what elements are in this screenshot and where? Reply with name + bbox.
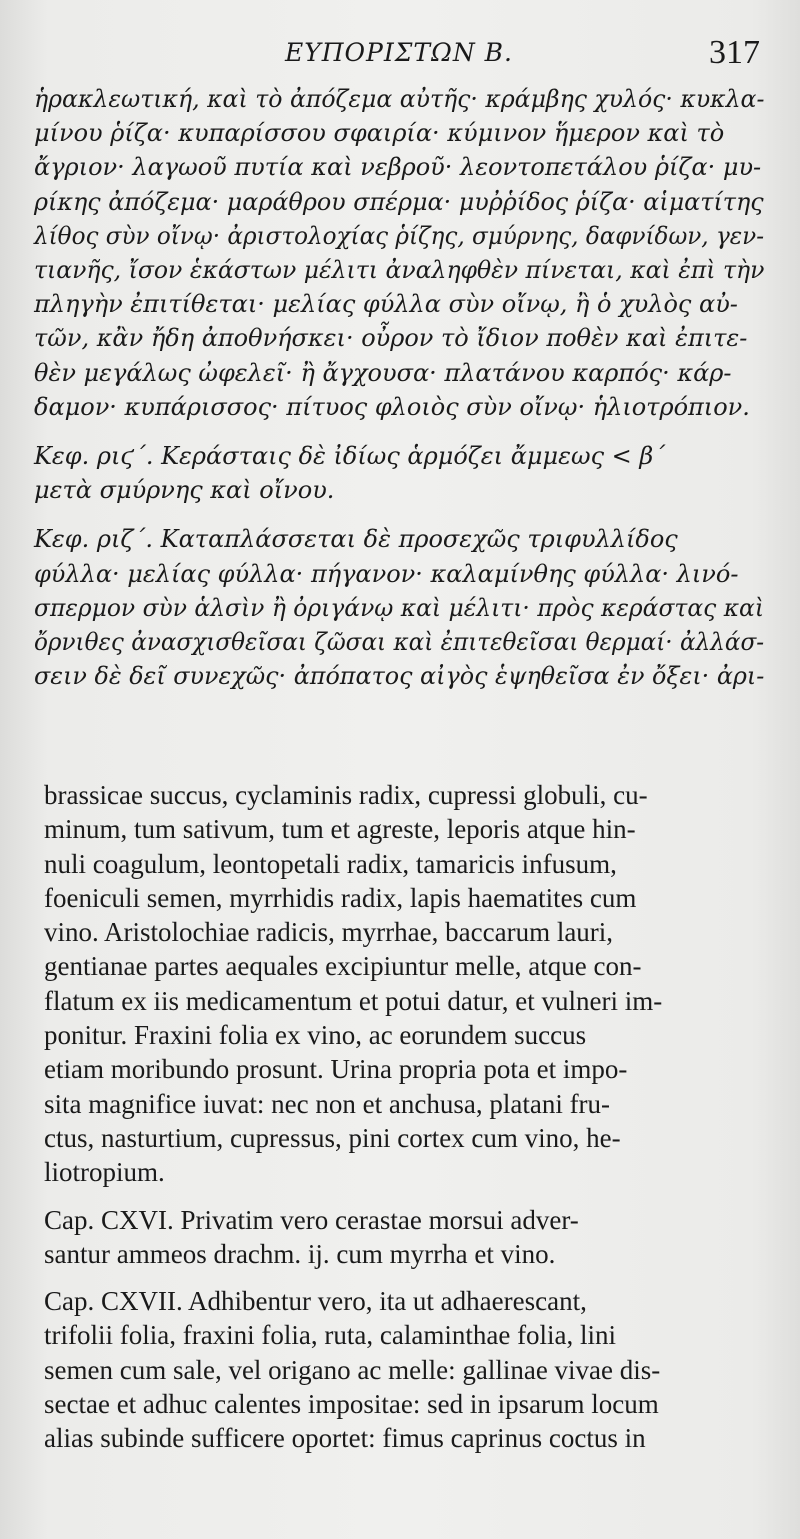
- greek-chapter-116-heading: Κεφ. ριϛ΄. Κεράσταις δὲ ἰδίως ἁρμόζει ἄμμεως < β΄: [34, 442, 666, 471]
- page-header: [0, 30, 800, 80]
- latin-text-block: [44, 778, 764, 1456]
- paragraph-gap: [34, 424, 764, 439]
- greek-line: σπερμον σὺν ἁλσὶν ἢ ὀριγάνῳ καὶ μέλιτι· πρὸς κεράστας καὶ: [34, 593, 765, 622]
- paragraph-gap: [34, 507, 764, 522]
- greek-line: τῶν, κἂν ἤδη ἀποθνήσκει· οὖρον τὸ ἴδιον ποθὲν καὶ ἐπιτε-: [34, 324, 748, 353]
- page-number: 317: [709, 34, 760, 71]
- latin-line: semen cum sale, vel origano ac melle: gallinae vivae dis-: [44, 1354, 661, 1385]
- latin-line: gentianae partes aequales excipiuntur melle, atque con-: [44, 951, 642, 982]
- latin-line: ctus, nasturtium, cupressus, pini cortex cum vino, he-: [44, 1122, 621, 1153]
- latin-line: trifolii folia, fraxini folia, ruta, calaminthae folia, lini: [44, 1320, 617, 1351]
- latin-line: etiam moribundo prosunt. Urina propria pota et impo-: [44, 1054, 628, 1085]
- greek-line: μίνου ῥίζα· κυπαρίσσου σφαιρία· κύμινον ἥμερον καὶ τὸ: [34, 119, 725, 148]
- greek-line: θὲν μεγάλως ὠφελεῖ· ἢ ἄγχουσα· πλατάνου καρπός· κάρ-: [34, 358, 732, 387]
- latin-line: foeniculi semen, myrrhidis radix, lapis haematites cum: [44, 882, 637, 913]
- latin-line: flatum ex iis medicamentum et potui datur, et vulneri im-: [44, 985, 663, 1016]
- greek-line: μετὰ σμύρνης καὶ οἴνου.: [34, 476, 335, 505]
- latin-line: vino. Aristolochiae radicis, myrrhae, baccarum lauri,: [44, 917, 614, 948]
- latin-line: nuli coagulum, leontopetali radix, tamaricis infusum,: [44, 848, 617, 879]
- latin-line: ponitur. Fraxini folia ex vino, ac eorundem succus: [44, 1020, 587, 1051]
- greek-line: φύλλα· μελίας φύλλα· πήγανον· καλαμίνθης φύλλα· λινό-: [34, 559, 739, 588]
- latin-line: alias subinde sufficere oportet: fimus caprinus coctus in: [44, 1423, 646, 1454]
- greek-chapter-117-heading: Κεφ. ριζ΄. Καταπλάσσεται δὲ προσεχῶς τριφυλλίδος: [34, 525, 678, 554]
- paragraph-gap: [44, 1190, 764, 1203]
- greek-text-block: [34, 82, 764, 693]
- greek-line: ὄρνιθες ἀνασχισθεῖσαι ζῶσαι καὶ ἐπιτεθεῖσαι θερμαί· ἀλλάσ-: [34, 628, 765, 657]
- running-title: ΕΥΠΟΡΙΣΤΩΝ Β.: [285, 38, 513, 67]
- greek-line: πληγὴν ἐπιτίθεται· μελίας φύλλα σὺν οἴνῳ, ἢ ὁ χυλὸς αὐ-: [34, 290, 738, 319]
- greek-line: ρίκης ἀπόζεμα· μαράθρου σπέρμα· μυῤῥίδος ῥίζα· αἱματίτης: [34, 187, 764, 216]
- paragraph-gap: [44, 1271, 764, 1284]
- latin-chapter-117-heading: Cap. CXVII. Adhibentur vero, ita ut adhaerescant,: [44, 1286, 587, 1317]
- greek-line: ἄγριον· λαγωοῦ πυτία καὶ νεβροῦ· λεοντοπετάλου ῥίζα· μυ-: [34, 153, 762, 182]
- latin-line: minum, tum sativum, tum et agreste, leporis atque hin-: [44, 814, 636, 845]
- latin-line: brassicae succus, cyclaminis radix, cupressi globuli, cu-: [44, 780, 648, 810]
- greek-line: λίθος σὺν οἴνῳ· ἀριστολοχίας ῥίζης, σμύρνης, δαφνίδων, γεν-: [34, 221, 764, 250]
- greek-line: ἡρακλεωτική, καὶ τὸ ἀπόζεμα αὐτῆς· κράμβης χυλός· κυκλα-: [34, 85, 765, 113]
- latin-line: santur ammeos drachm. ij. cum myrrha et vino.: [44, 1238, 556, 1269]
- latin-line: sita magnifice iuvat: nec non et anchusa, platani fru-: [44, 1088, 611, 1119]
- latin-chapter-116-heading: Cap. CXVI. Privatim vero cerastae morsui adver-: [44, 1204, 579, 1235]
- latin-line: liotropium.: [44, 1157, 165, 1188]
- latin-line: sectae et adhuc calentes impositae: sed in ipsarum locum: [44, 1389, 659, 1420]
- greek-line: τιανῆς, ἴσον ἑκάστων μέλιτι ἀναληφθὲν πίνεται, καὶ ἐπὶ τὴν: [34, 256, 765, 285]
- greek-line: δαμον· κυπάρισσος· πίτυος φλοιὸς σὺν οἴνῳ· ἡλιοτρόπιον.: [34, 392, 750, 421]
- greek-line: σειν δὲ δεῖ συνεχῶς· ἀπόπατος αἰγὸς ἑψηθεῖσα ἐν ὄξει· ἀρι-: [34, 662, 765, 691]
